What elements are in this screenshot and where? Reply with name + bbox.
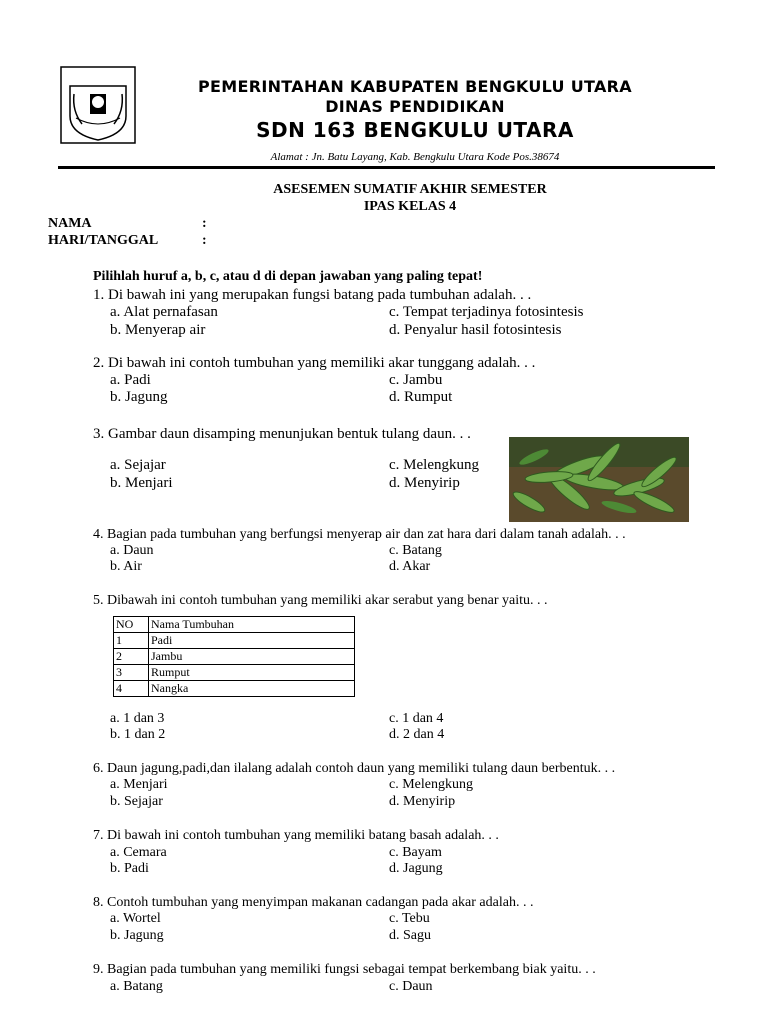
header-government: PEMERINTAHAN KABUPATEN BENGKULU UTARA bbox=[198, 77, 632, 96]
question-5: 5. Dibawah ini contoh tumbuhan yang memiliki akar serabut yang benar yaitu. . . bbox=[93, 593, 548, 608]
table-cell-plant: Jambu bbox=[149, 649, 355, 665]
field-name-colon: : bbox=[202, 216, 207, 231]
q3-option-b: b. Menjari bbox=[110, 475, 173, 491]
exam-title: ASESEMEN SUMATIF AKHIR SEMESTER bbox=[273, 182, 547, 197]
q1-option-a: a. Alat pernafasan bbox=[110, 304, 218, 320]
q7-option-c: c. Bayam bbox=[389, 845, 442, 860]
q8-option-b: b. Jagung bbox=[110, 928, 164, 943]
table-cell-plant: Rumput bbox=[149, 665, 355, 681]
q7-option-a: a. Cemara bbox=[110, 845, 167, 860]
table-header-plant: Nama Tumbuhan bbox=[149, 617, 355, 633]
question-1: 1. Di bawah ini yang merupakan fungsi batang pada tumbuhan adalah. . . bbox=[93, 287, 532, 303]
table-row bbox=[114, 649, 355, 665]
q4-option-d: d. Akar bbox=[389, 559, 431, 574]
q3-option-a: a. Sejajar bbox=[110, 457, 166, 473]
table-row bbox=[114, 681, 355, 697]
plant-table bbox=[113, 616, 355, 697]
question-8: 8. Contoh tumbuhan yang menyimpan makanan cadangan pada akar adalah. . . bbox=[93, 895, 534, 910]
table-cell-no: 3 bbox=[114, 665, 149, 681]
q3-option-c: c. Melengkung bbox=[389, 457, 479, 473]
q8-option-d: d. Sagu bbox=[389, 928, 431, 943]
q2-option-a: a. Padi bbox=[110, 372, 151, 388]
q7-option-d: d. Jagung bbox=[389, 861, 443, 876]
q8-option-c: c. Tebu bbox=[389, 911, 430, 926]
table-cell-no: 2 bbox=[114, 649, 149, 665]
header-department: DINAS PENDIDIKAN bbox=[325, 97, 505, 116]
exam-subject: IPAS KELAS 4 bbox=[363, 199, 457, 214]
q2-option-c: c. Jambu bbox=[389, 372, 443, 388]
table-cell-plant: Padi bbox=[149, 633, 355, 649]
q1-option-d: d. Penyalur hasil fotosintesis bbox=[389, 322, 562, 338]
q9-option-a: a. Batang bbox=[110, 979, 163, 994]
q5-option-d: d. 2 dan 4 bbox=[389, 727, 445, 742]
cassava-leaf-photo bbox=[509, 437, 689, 522]
question-3: 3. Gambar daun disamping menunjukan bentuk tulang daun. . . bbox=[93, 426, 471, 442]
table-row bbox=[114, 633, 355, 649]
q2-option-d: d. Rumput bbox=[389, 389, 453, 405]
header-school: SDN 163 BENGKULU UTARA bbox=[256, 118, 574, 142]
regency-emblem-icon bbox=[60, 66, 136, 144]
q6-option-d: d. Menyirip bbox=[389, 794, 456, 809]
q5-option-c: c. 1 dan 4 bbox=[389, 711, 444, 726]
q5-option-a: a. 1 dan 3 bbox=[110, 711, 165, 726]
table-cell-plant: Nangka bbox=[149, 681, 355, 697]
instruction: Pilihlah huruf a, b, c, atau d di depan jawaban yang paling tepat! bbox=[93, 269, 483, 284]
q9-option-c: c. Daun bbox=[389, 979, 433, 994]
table-row bbox=[114, 665, 355, 681]
q4-option-a: a. Daun bbox=[110, 543, 154, 558]
question-9: 9. Bagian pada tumbuhan yang memiliki fungsi sebagai tempat berkembang biak yaitu. . . bbox=[93, 962, 596, 977]
field-date-colon: : bbox=[202, 233, 207, 248]
q8-option-a: a. Wortel bbox=[110, 911, 161, 926]
q7-option-b: b. Padi bbox=[110, 861, 149, 876]
question-4: 4. Bagian pada tumbuhan yang berfungsi menyerap air dan zat hara dari dalam tanah adalah. . . bbox=[93, 527, 626, 542]
school-address: Alamat : Jn. Batu Layang, Kab. Bengkulu Utara Kode Pos.38674 bbox=[270, 151, 560, 163]
question-2: 2. Di bawah ini contoh tumbuhan yang memiliki akar tunggang adalah. . . bbox=[93, 355, 536, 371]
q5-option-b: b. 1 dan 2 bbox=[110, 727, 166, 742]
q3-option-d: d. Menyirip bbox=[389, 475, 460, 491]
q4-option-b: b. Air bbox=[110, 559, 142, 574]
q6-option-c: c. Melengkung bbox=[389, 777, 473, 792]
q1-option-b: b. Menyerap air bbox=[110, 322, 206, 338]
question-7: 7. Di bawah ini contoh tumbuhan yang memiliki batang basah adalah. . . bbox=[93, 828, 499, 843]
table-cell-no: 1 bbox=[114, 633, 149, 649]
q2-option-b: b. Jagung bbox=[110, 389, 168, 405]
q1-option-c: c. Tempat terjadinya fotosintesis bbox=[389, 304, 584, 320]
table-header-no: NO bbox=[114, 617, 149, 633]
header-divider bbox=[58, 166, 715, 169]
table-cell-no: 4 bbox=[114, 681, 149, 697]
question-6: 6. Daun jagung,padi,dan ilalang adalah contoh daun yang memiliki tulang daun berbentuk. . . bbox=[93, 761, 616, 776]
q6-option-a: a. Menjari bbox=[110, 777, 168, 792]
field-date-label: HARI/TANGGAL bbox=[48, 233, 159, 248]
q4-option-c: c. Batang bbox=[389, 543, 442, 558]
q6-option-b: b. Sejajar bbox=[110, 794, 163, 809]
table-header-row bbox=[114, 617, 355, 633]
field-name-label: NAMA bbox=[48, 216, 92, 231]
